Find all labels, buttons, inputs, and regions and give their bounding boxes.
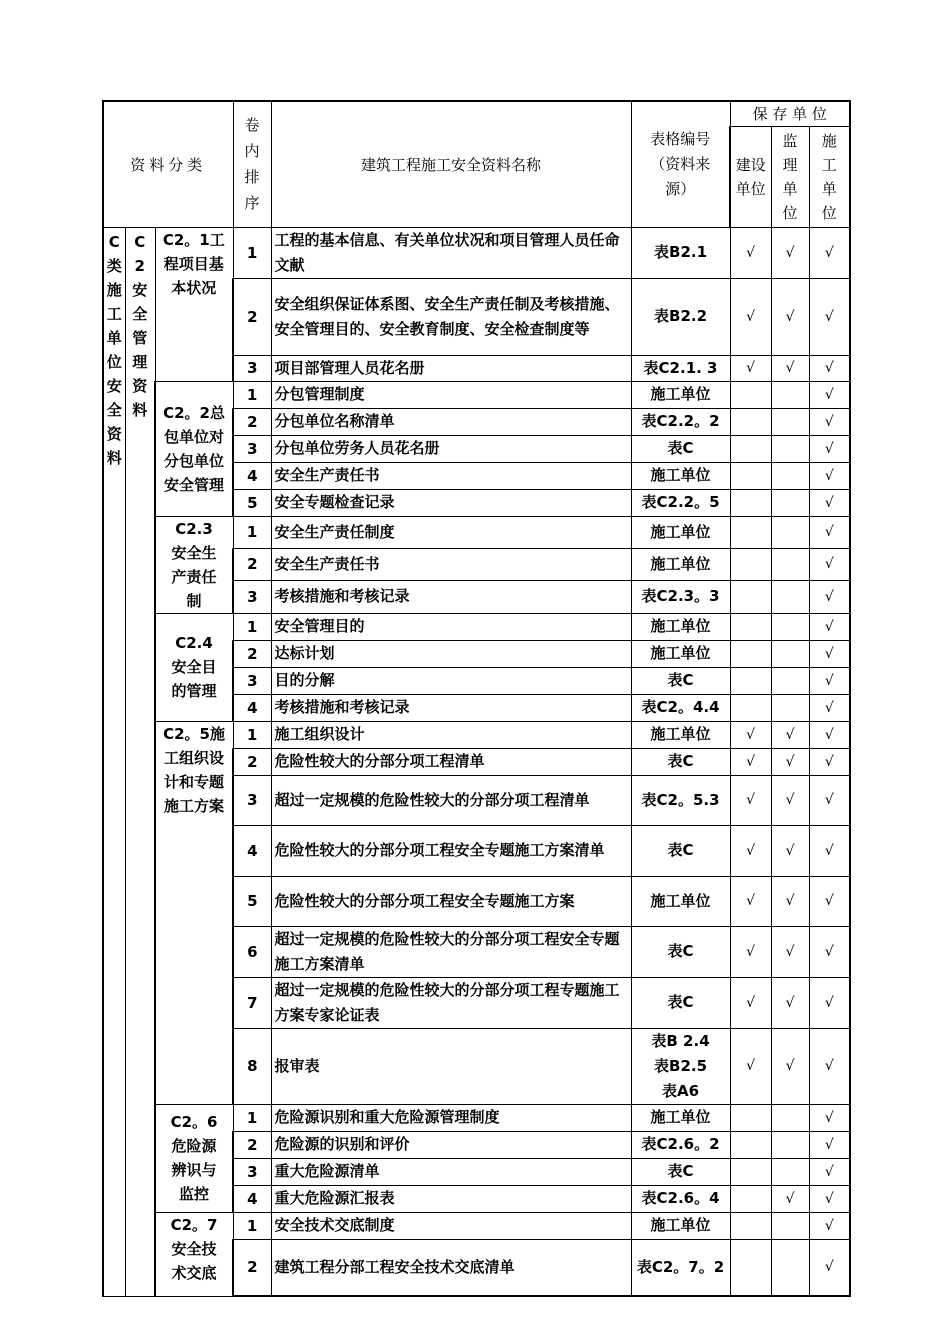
form-code: 表C2.2。2 xyxy=(641,412,720,430)
form-code-cell xyxy=(631,667,730,694)
header-code xyxy=(631,101,730,227)
form-code-cell xyxy=(631,876,730,926)
checkmark-icon: √ xyxy=(824,645,834,662)
checkmark-icon: √ xyxy=(746,842,755,859)
header-seq-text: 卷内排序 xyxy=(244,116,260,213)
form-code: 表C xyxy=(667,671,694,689)
form-code-cell xyxy=(631,435,730,462)
check-cell-construct xyxy=(809,1185,850,1212)
checkmark-icon: √ xyxy=(824,893,834,909)
checkmark-icon: √ xyxy=(824,524,834,541)
check-cell-construct xyxy=(809,694,850,721)
check-cell-build xyxy=(730,516,771,548)
check-cell-construct xyxy=(809,489,850,516)
checkmark-icon: √ xyxy=(785,1190,795,1207)
seq-cell: 3 xyxy=(233,355,271,381)
form-code: 施工单位 xyxy=(650,1108,711,1126)
check-cell-build xyxy=(730,926,771,977)
checkmark-icon: √ xyxy=(824,792,834,808)
checkmark-icon: √ xyxy=(824,1259,834,1276)
checkmark-icon: √ xyxy=(824,943,834,960)
group-title-cell xyxy=(155,1104,233,1212)
checkmark-icon: √ xyxy=(824,588,834,605)
form-code: 表C2.3。3 xyxy=(641,587,720,606)
doc-name-cell: 安全生产责任制度 xyxy=(271,516,631,548)
group-title-cell xyxy=(155,381,233,516)
seq-cell: 1 xyxy=(233,721,271,748)
check-cell-construct xyxy=(809,408,850,435)
checkmark-icon: √ xyxy=(746,1058,755,1074)
doc-name-cell: 危险源识别和重大危险源管理制度 xyxy=(271,1104,631,1131)
group-title-cell xyxy=(155,516,233,613)
check-cell-construct xyxy=(809,1158,850,1185)
check-cell-construct xyxy=(809,1212,850,1239)
check-cell-construct xyxy=(809,667,850,694)
form-code: 施工单位 xyxy=(650,466,711,484)
seq-cell: 1 xyxy=(233,1104,271,1131)
group-title: C2。7安全技术交底 xyxy=(170,1215,218,1282)
form-code-cell xyxy=(631,1028,730,1104)
check-cell-construct xyxy=(809,721,850,748)
form-code: 施工单位 xyxy=(650,522,711,541)
form-code-cell xyxy=(631,977,730,1028)
form-code: 表C xyxy=(667,993,694,1011)
doc-name-cell: 报审表 xyxy=(271,1028,631,1104)
doc-name-cell: 安全管理目的 xyxy=(271,613,631,640)
header-unit-construct-text: 施工单位 xyxy=(821,131,837,222)
check-cell-supervise xyxy=(771,435,809,462)
check-cell-construct xyxy=(809,435,850,462)
check-cell-build xyxy=(730,227,771,278)
checkmark-icon: √ xyxy=(824,1163,834,1180)
check-cell-supervise xyxy=(771,548,809,580)
check-cell-supervise xyxy=(771,1239,809,1296)
checkmark-icon: √ xyxy=(785,893,795,909)
group-title-cell xyxy=(155,721,233,1104)
category-c-cell xyxy=(103,227,125,1296)
table-row xyxy=(103,721,850,748)
seq-cell: 3 xyxy=(233,435,271,462)
check-cell-supervise xyxy=(771,1028,809,1104)
doc-name-cell: 分包单位名称清单 xyxy=(271,408,631,435)
safety-records-table xyxy=(102,100,851,1297)
form-code: 表C xyxy=(667,942,694,960)
doc-name-cell: 建筑工程分部工程安全技术交底清单 xyxy=(271,1239,631,1296)
checkmark-icon: √ xyxy=(785,360,795,376)
seq-cell: 1 xyxy=(233,227,271,278)
check-cell-build xyxy=(730,825,771,876)
check-cell-build xyxy=(730,1185,771,1212)
checkmark-icon: √ xyxy=(824,994,834,1011)
form-code-cell xyxy=(631,462,730,489)
check-cell-construct xyxy=(809,1104,850,1131)
form-code-cell xyxy=(631,355,730,381)
table-row xyxy=(103,1104,850,1131)
seq-cell: 3 xyxy=(233,1158,271,1185)
check-cell-build xyxy=(730,1212,771,1239)
check-cell-supervise xyxy=(771,667,809,694)
form-code: 表B 2.4 表B2.5 表A6 xyxy=(651,1031,710,1100)
form-code-cell xyxy=(631,278,730,355)
header-category: 资料分类 xyxy=(103,101,233,227)
checkmark-icon: √ xyxy=(785,994,795,1011)
header-unit-construct xyxy=(809,126,850,227)
check-cell-construct xyxy=(809,1131,850,1158)
form-code: 表C xyxy=(667,439,694,457)
check-cell-supervise xyxy=(771,1104,809,1131)
check-cell-build xyxy=(730,355,771,381)
doc-name-cell: 项目部管理人员花名册 xyxy=(271,355,631,381)
seq-cell: 2 xyxy=(233,278,271,355)
form-code-cell xyxy=(631,1212,730,1239)
doc-name-cell: 安全生产责任书 xyxy=(271,462,631,489)
check-cell-construct xyxy=(809,876,850,926)
check-cell-build xyxy=(730,1158,771,1185)
checkmark-icon: √ xyxy=(824,467,834,484)
seq-cell: 3 xyxy=(233,667,271,694)
check-cell-supervise xyxy=(771,825,809,876)
check-cell-build xyxy=(730,977,771,1028)
checkmark-icon: √ xyxy=(824,308,834,325)
form-code: 表C2.6。4 xyxy=(641,1189,720,1207)
seq-cell: 7 xyxy=(233,977,271,1028)
form-code: 施工单位 xyxy=(650,1216,711,1234)
form-code-cell xyxy=(631,825,730,876)
doc-name-cell: 分包单位劳务人员花名册 xyxy=(271,435,631,462)
form-code: 施工单位 xyxy=(650,554,711,573)
form-code-cell xyxy=(631,581,730,613)
form-code-cell xyxy=(631,227,730,278)
check-cell-construct xyxy=(809,355,850,381)
header-name: 建筑工程施工安全资料名称 xyxy=(271,101,631,227)
checkmark-icon: √ xyxy=(746,943,755,960)
check-cell-build xyxy=(730,462,771,489)
header-unit-build-text: 建设单位 xyxy=(735,155,766,198)
group-title: C2。5施工组织设计和专题施工方案 xyxy=(163,724,225,815)
doc-name-cell: 工程的基本信息、有关单位状况和项目管理人员任命文献 xyxy=(271,227,631,278)
check-cell-construct xyxy=(809,1028,850,1104)
check-cell-build xyxy=(730,748,771,775)
checkmark-icon: √ xyxy=(824,1136,834,1153)
check-cell-construct xyxy=(809,825,850,876)
check-cell-construct xyxy=(809,462,850,489)
check-cell-supervise xyxy=(771,381,809,408)
seq-cell: 3 xyxy=(233,775,271,825)
check-cell-supervise xyxy=(771,581,809,613)
check-cell-build xyxy=(730,408,771,435)
check-cell-build xyxy=(730,1028,771,1104)
group-title: C2。1工程项目基本状况 xyxy=(162,230,225,297)
checkmark-icon: √ xyxy=(824,360,834,376)
doc-name-cell: 重大危险源汇报表 xyxy=(271,1185,631,1212)
doc-name-cell: 分包管理制度 xyxy=(271,381,631,408)
form-code: 表C2。5.3 xyxy=(641,790,720,809)
seq-cell: 4 xyxy=(233,462,271,489)
check-cell-supervise xyxy=(771,640,809,667)
form-code-cell xyxy=(631,381,730,408)
group-title: C2.3安全生产责任制 xyxy=(171,519,217,610)
seq-cell: 1 xyxy=(233,381,271,408)
group-title-cell xyxy=(155,1212,233,1296)
doc-name-cell: 目的分解 xyxy=(271,667,631,694)
header-unit-build xyxy=(730,126,771,227)
form-code-cell xyxy=(631,408,730,435)
check-cell-supervise xyxy=(771,876,809,926)
table-row xyxy=(103,613,850,640)
seq-cell: 6 xyxy=(233,926,271,977)
form-code-cell xyxy=(631,1239,730,1296)
doc-name-cell: 施工组织设计 xyxy=(271,721,631,748)
category-c2-cell xyxy=(125,227,155,1296)
checkmark-icon: √ xyxy=(785,308,795,325)
checkmark-icon: √ xyxy=(824,618,834,635)
check-cell-supervise xyxy=(771,1131,809,1158)
category-c-text: C类施工单位安全资料 xyxy=(106,232,122,467)
group-title-cell xyxy=(155,613,233,721)
doc-name-cell: 超过一定规模的危险性较大的分部分项工程清单 xyxy=(271,775,631,825)
seq-cell: 1 xyxy=(233,1212,271,1239)
check-cell-construct xyxy=(809,748,850,775)
check-cell-supervise xyxy=(771,227,809,278)
check-cell-construct xyxy=(809,775,850,825)
doc-name-cell: 危险性较大的分部分项工程安全专题施工方案 xyxy=(271,876,631,926)
check-cell-supervise xyxy=(771,408,809,435)
seq-cell: 2 xyxy=(233,1239,271,1296)
form-code: 施工单位 xyxy=(650,725,711,743)
seq-cell: 5 xyxy=(233,489,271,516)
form-code-cell xyxy=(631,1158,730,1185)
doc-name-cell: 安全组织保证体系图、安全生产责任制及考核措施、安全管理目的、安全教育制度、安全检查制度等 xyxy=(271,278,631,355)
checkmark-icon: √ xyxy=(746,792,755,808)
doc-name-cell: 重大危险源清单 xyxy=(271,1158,631,1185)
form-code: 施工单位 xyxy=(650,644,711,662)
check-cell-supervise xyxy=(771,462,809,489)
checkmark-icon: √ xyxy=(746,994,755,1011)
check-cell-supervise xyxy=(771,355,809,381)
check-cell-supervise xyxy=(771,278,809,355)
doc-name-cell: 危险性较大的分部分项工程安全专题施工方案清单 xyxy=(271,825,631,876)
doc-name-cell: 超过一定规模的危险性较大的分部分项工程安全专题施工方案清单 xyxy=(271,926,631,977)
check-cell-build xyxy=(730,435,771,462)
check-cell-build xyxy=(730,876,771,926)
doc-name-cell: 达标计划 xyxy=(271,640,631,667)
header-code-text: 表格编号（资料来源） xyxy=(650,129,711,198)
doc-name-cell: 安全专题检查记录 xyxy=(271,489,631,516)
seq-cell: 4 xyxy=(233,1185,271,1212)
check-cell-build xyxy=(730,581,771,613)
check-cell-build xyxy=(730,667,771,694)
check-cell-construct xyxy=(809,227,850,278)
check-cell-supervise xyxy=(771,721,809,748)
check-cell-construct xyxy=(809,613,850,640)
check-cell-supervise xyxy=(771,1185,809,1212)
check-cell-build xyxy=(730,548,771,580)
form-code-cell xyxy=(631,516,730,548)
seq-cell: 8 xyxy=(233,1028,271,1104)
checkmark-icon: √ xyxy=(746,893,755,909)
seq-cell: 2 xyxy=(233,408,271,435)
check-cell-supervise xyxy=(771,926,809,977)
header-unit-supervise xyxy=(771,126,809,227)
check-cell-construct xyxy=(809,1239,850,1296)
check-cell-build xyxy=(730,381,771,408)
checkmark-icon: √ xyxy=(785,943,795,960)
form-code: 施工单位 xyxy=(650,891,711,910)
checkmark-icon: √ xyxy=(824,1109,834,1126)
check-cell-construct xyxy=(809,977,850,1028)
checkmark-icon: √ xyxy=(746,360,755,376)
check-cell-build xyxy=(730,1104,771,1131)
checkmark-icon: √ xyxy=(824,699,834,716)
check-cell-supervise xyxy=(771,516,809,548)
checkmark-icon: √ xyxy=(824,753,834,770)
checkmark-icon: √ xyxy=(785,792,795,808)
group-title: C2.4安全目的管理 xyxy=(171,634,217,700)
doc-name-cell: 超过一定规模的危险性较大的分部分项工程专题施工方案专家论证表 xyxy=(271,977,631,1028)
seq-cell: 2 xyxy=(233,748,271,775)
form-code-cell xyxy=(631,926,730,977)
check-cell-supervise xyxy=(771,748,809,775)
seq-cell: 2 xyxy=(233,548,271,580)
form-code: 表C2.1. 3 xyxy=(643,358,718,377)
form-code-cell xyxy=(631,721,730,748)
form-code: 表C2。4.4 xyxy=(641,698,720,716)
check-cell-supervise xyxy=(771,489,809,516)
checkmark-icon: √ xyxy=(746,726,755,743)
group-title: C2。2总包单位对分包单位安全管理 xyxy=(163,403,225,494)
form-code-cell xyxy=(631,640,730,667)
check-cell-construct xyxy=(809,926,850,977)
form-code: 表C xyxy=(667,841,694,859)
seq-cell: 1 xyxy=(233,613,271,640)
seq-cell: 2 xyxy=(233,640,271,667)
group-title: C2。6危险源辨识与监控 xyxy=(170,1113,218,1203)
form-code-cell xyxy=(631,775,730,825)
checkmark-icon: √ xyxy=(824,244,834,261)
checkmark-icon: √ xyxy=(824,386,834,403)
form-code: 表C2。7。2 xyxy=(636,1257,725,1276)
check-cell-build xyxy=(730,613,771,640)
seq-cell: 3 xyxy=(233,581,271,613)
check-cell-build xyxy=(730,694,771,721)
doc-name-cell: 危险源的识别和评价 xyxy=(271,1131,631,1158)
doc-name-cell: 安全技术交底制度 xyxy=(271,1212,631,1239)
checkmark-icon: √ xyxy=(785,244,795,261)
form-code-cell xyxy=(631,694,730,721)
table-row xyxy=(103,1212,850,1239)
seq-cell: 2 xyxy=(233,1131,271,1158)
check-cell-construct xyxy=(809,278,850,355)
form-code-cell xyxy=(631,748,730,775)
form-code: 施工单位 xyxy=(650,385,711,403)
checkmark-icon: √ xyxy=(785,842,795,859)
seq-cell: 4 xyxy=(233,825,271,876)
table-row xyxy=(103,227,850,278)
checkmark-icon: √ xyxy=(785,726,795,743)
check-cell-build xyxy=(730,721,771,748)
check-cell-supervise xyxy=(771,613,809,640)
check-cell-build xyxy=(730,278,771,355)
form-code: 表B2.1 xyxy=(654,243,708,261)
checkmark-icon: √ xyxy=(746,308,755,325)
check-cell-supervise xyxy=(771,1158,809,1185)
checkmark-icon: √ xyxy=(824,842,834,859)
form-code: 表B2.2 xyxy=(654,307,708,325)
doc-name-cell: 考核措施和考核记录 xyxy=(271,581,631,613)
form-code-cell xyxy=(631,1104,730,1131)
form-code-cell xyxy=(631,1185,730,1212)
check-cell-build xyxy=(730,1131,771,1158)
table-row xyxy=(103,381,850,408)
category-c2-text: C2安全管理资料 xyxy=(132,232,148,419)
form-code-cell xyxy=(631,489,730,516)
form-code: 表C2.2。5 xyxy=(641,493,720,511)
checkmark-icon: √ xyxy=(824,1058,834,1074)
header-seq xyxy=(233,101,271,227)
checkmark-icon: √ xyxy=(824,440,834,457)
checkmark-icon: √ xyxy=(824,726,834,743)
doc-name-cell: 考核措施和考核记录 xyxy=(271,694,631,721)
seq-cell: 1 xyxy=(233,516,271,548)
check-cell-construct xyxy=(809,640,850,667)
check-cell-build xyxy=(730,489,771,516)
check-cell-construct xyxy=(809,516,850,548)
checkmark-icon: √ xyxy=(824,494,834,511)
checkmark-icon: √ xyxy=(746,244,755,261)
form-code-cell xyxy=(631,548,730,580)
checkmark-icon: √ xyxy=(824,1217,834,1234)
check-cell-supervise xyxy=(771,775,809,825)
check-cell-construct xyxy=(809,581,850,613)
form-code: 施工单位 xyxy=(650,617,711,635)
check-cell-supervise xyxy=(771,1212,809,1239)
form-code: 表C2.6。2 xyxy=(641,1135,720,1153)
checkmark-icon: √ xyxy=(746,753,755,770)
check-cell-supervise xyxy=(771,977,809,1028)
doc-name-cell: 危险性较大的分部分项工程清单 xyxy=(271,748,631,775)
check-cell-build xyxy=(730,775,771,825)
form-code: 表C xyxy=(667,1162,694,1180)
doc-name-cell: 安全生产责任书 xyxy=(271,548,631,580)
form-code: 表C xyxy=(667,752,694,770)
check-cell-construct xyxy=(809,381,850,408)
table-row xyxy=(103,516,850,548)
check-cell-build xyxy=(730,640,771,667)
checkmark-icon: √ xyxy=(824,413,834,430)
check-cell-construct xyxy=(809,548,850,580)
checkmark-icon: √ xyxy=(785,1058,795,1074)
group-title-cell xyxy=(155,227,233,381)
checkmark-icon: √ xyxy=(824,1190,834,1207)
seq-cell: 4 xyxy=(233,694,271,721)
check-cell-build xyxy=(730,1239,771,1296)
header-storage: 保 存 单 位 xyxy=(730,101,850,126)
checkmark-icon: √ xyxy=(785,753,795,770)
check-cell-supervise xyxy=(771,694,809,721)
checkmark-icon: √ xyxy=(824,672,834,689)
form-code-cell xyxy=(631,1131,730,1158)
checkmark-icon: √ xyxy=(824,556,834,573)
seq-cell: 5 xyxy=(233,876,271,926)
header-unit-supervise-text: 监理单位 xyxy=(782,131,798,222)
form-code-cell xyxy=(631,613,730,640)
